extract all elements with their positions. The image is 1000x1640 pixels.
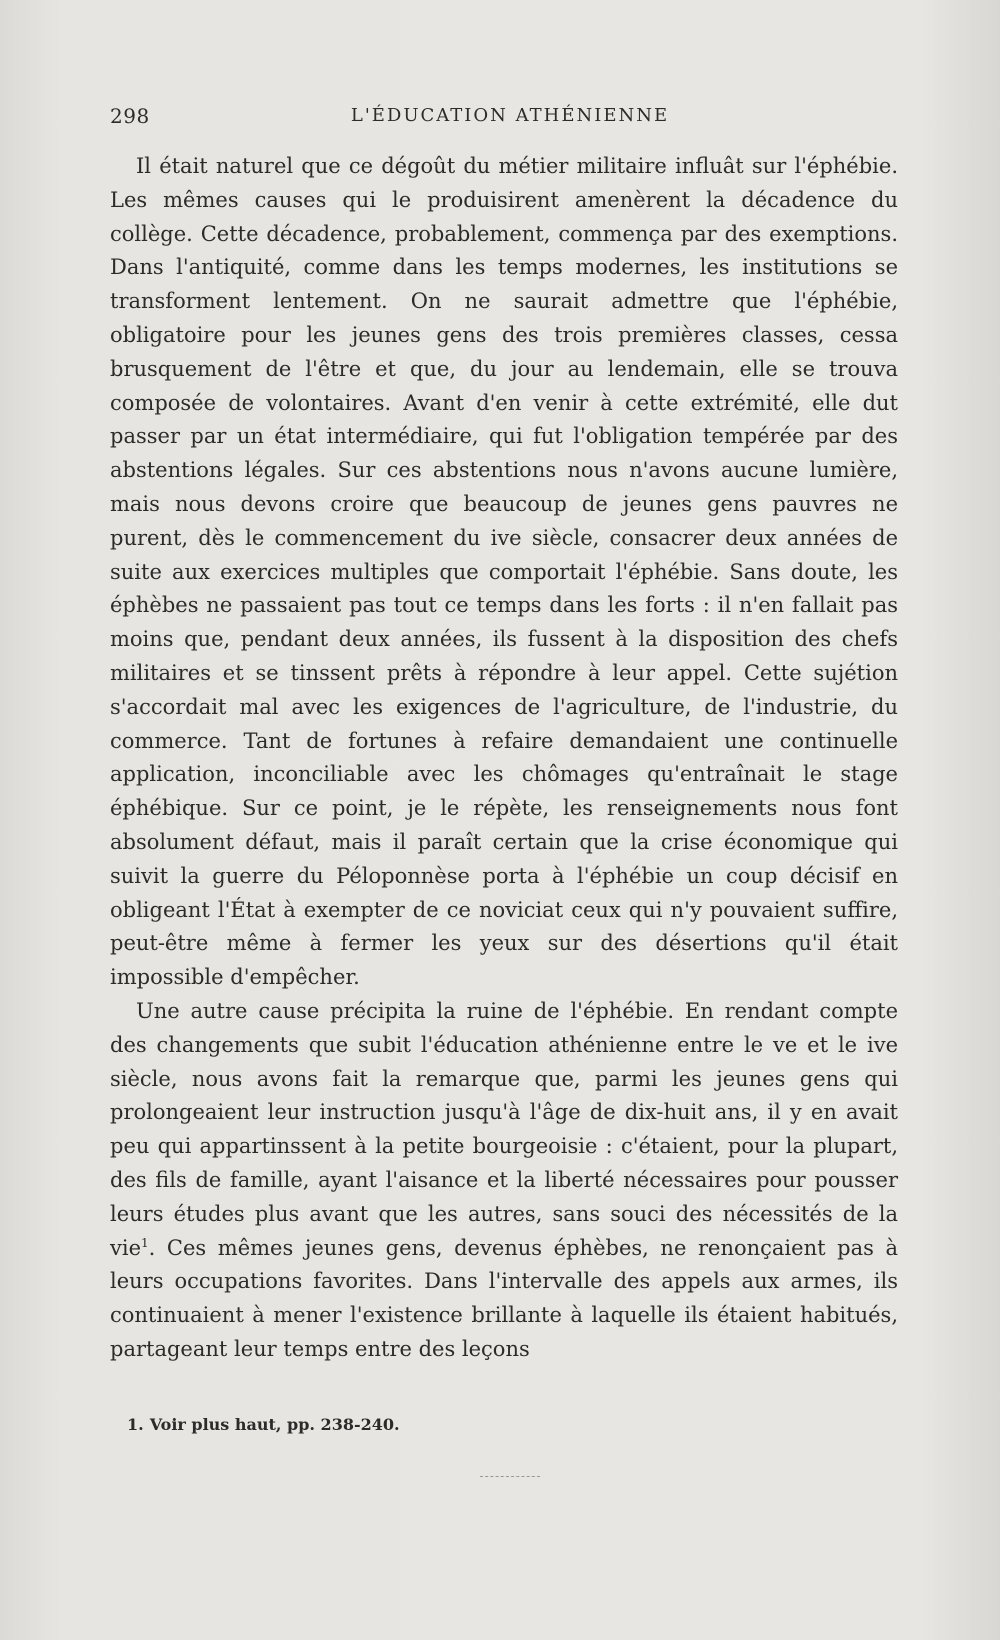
running-head bbox=[110, 104, 890, 134]
page-number: 298 bbox=[110, 104, 150, 128]
body-text bbox=[110, 150, 898, 1367]
printing-mark bbox=[480, 1476, 540, 1478]
footnote-text: Voir plus haut, pp. 238-240. bbox=[149, 1415, 400, 1434]
running-title: L'ÉDUCATION ATHÉNIENNE bbox=[350, 105, 670, 126]
paragraph-2 bbox=[110, 995, 898, 1367]
footnote-number: 1. bbox=[127, 1415, 144, 1434]
footnote bbox=[127, 1415, 400, 1434]
footnote-reference: 1 bbox=[141, 1235, 149, 1250]
paragraph-2-text-end: . Ces mêmes jeunes gens, devenus éphèbes, ne renonçaient pas à leurs occupations favorites. Dans l'intervalle des appels aux armes, ils continuaient à mener l'existence brillante à laquelle ils étaient habitués, partageant leur temps entre des leçons bbox=[110, 1235, 898, 1361]
paragraph-2-text-start: Une autre cause précipita la ruine de l'éphébie. En rendant compte des changements que subit l'éducation athénienne entre le ve et le ive siècle, nous avons fait la remarque que, parmi les jeunes gens qui prolongeaient leur instruction jusqu'à l'âge de dix-huit ans, il y en avait peu qui appartinssent à la petite bourgeoisie : c'étaient, pour la plupart, des fils de famille, ayant l'aisance et la liberté nécessaires pour pousser leurs études plus avant que les autres, sans souci des nécessités de la vie bbox=[110, 998, 898, 1260]
paragraph-1: Il était naturel que ce dégoût du métier militaire influât sur l'éphébie. Les mêmes causes qui le produisirent amenèrent la décadence du collège. Cette décadence, probablement, commença par des exemptions. Dans l'antiquité, comme dans les temps modernes, les institutions se transforment lentement. On ne saurait admettre que l'éphébie, obligatoire pour les jeunes gens des trois premières classes, cessa brusquement de l'être et que, du jour au lendemain, elle se trouva composée de volontaires. Avant d'en venir à cette extrémité, elle dut passer par un état intermédiaire, qui fut l'obligation tempérée par des abstentions légales. Sur ces abstentions nous n'avons aucune lumière, mais nous devons croire que beaucoup de jeunes gens pauvres ne purent, dès le commencement du ive siècle, consacrer deux années de suite aux exercices multiples que comportait l'éphébie. Sans doute, les éphèbes ne passaient pas tout ce temps dans les forts : il n'en fallait pas moins que, pendant deux années, ils fussent à la disposition des chefs militaires et se tinssent prêts à répondre à leur appel. Cette sujétion s'accordait mal avec les exigences de l'agriculture, de l'industrie, du commerce. Tant de fortunes à refaire demandaient une continuelle application, inconciliable avec les chômages qu'entraînait le stage éphébique. Sur ce point, je le répète, les renseignements nous font absolument défaut, mais il paraît certain que la crise économique qui suivit la guerre du Péloponnèse porta à l'éphébie un coup décisif en obligeant l'État à exempter de ce noviciat ceux qui n'y pouvaient suffire, peut-être même à fermer les yeux sur des désertions qu'il était impossible d'empêcher. bbox=[110, 154, 898, 990]
